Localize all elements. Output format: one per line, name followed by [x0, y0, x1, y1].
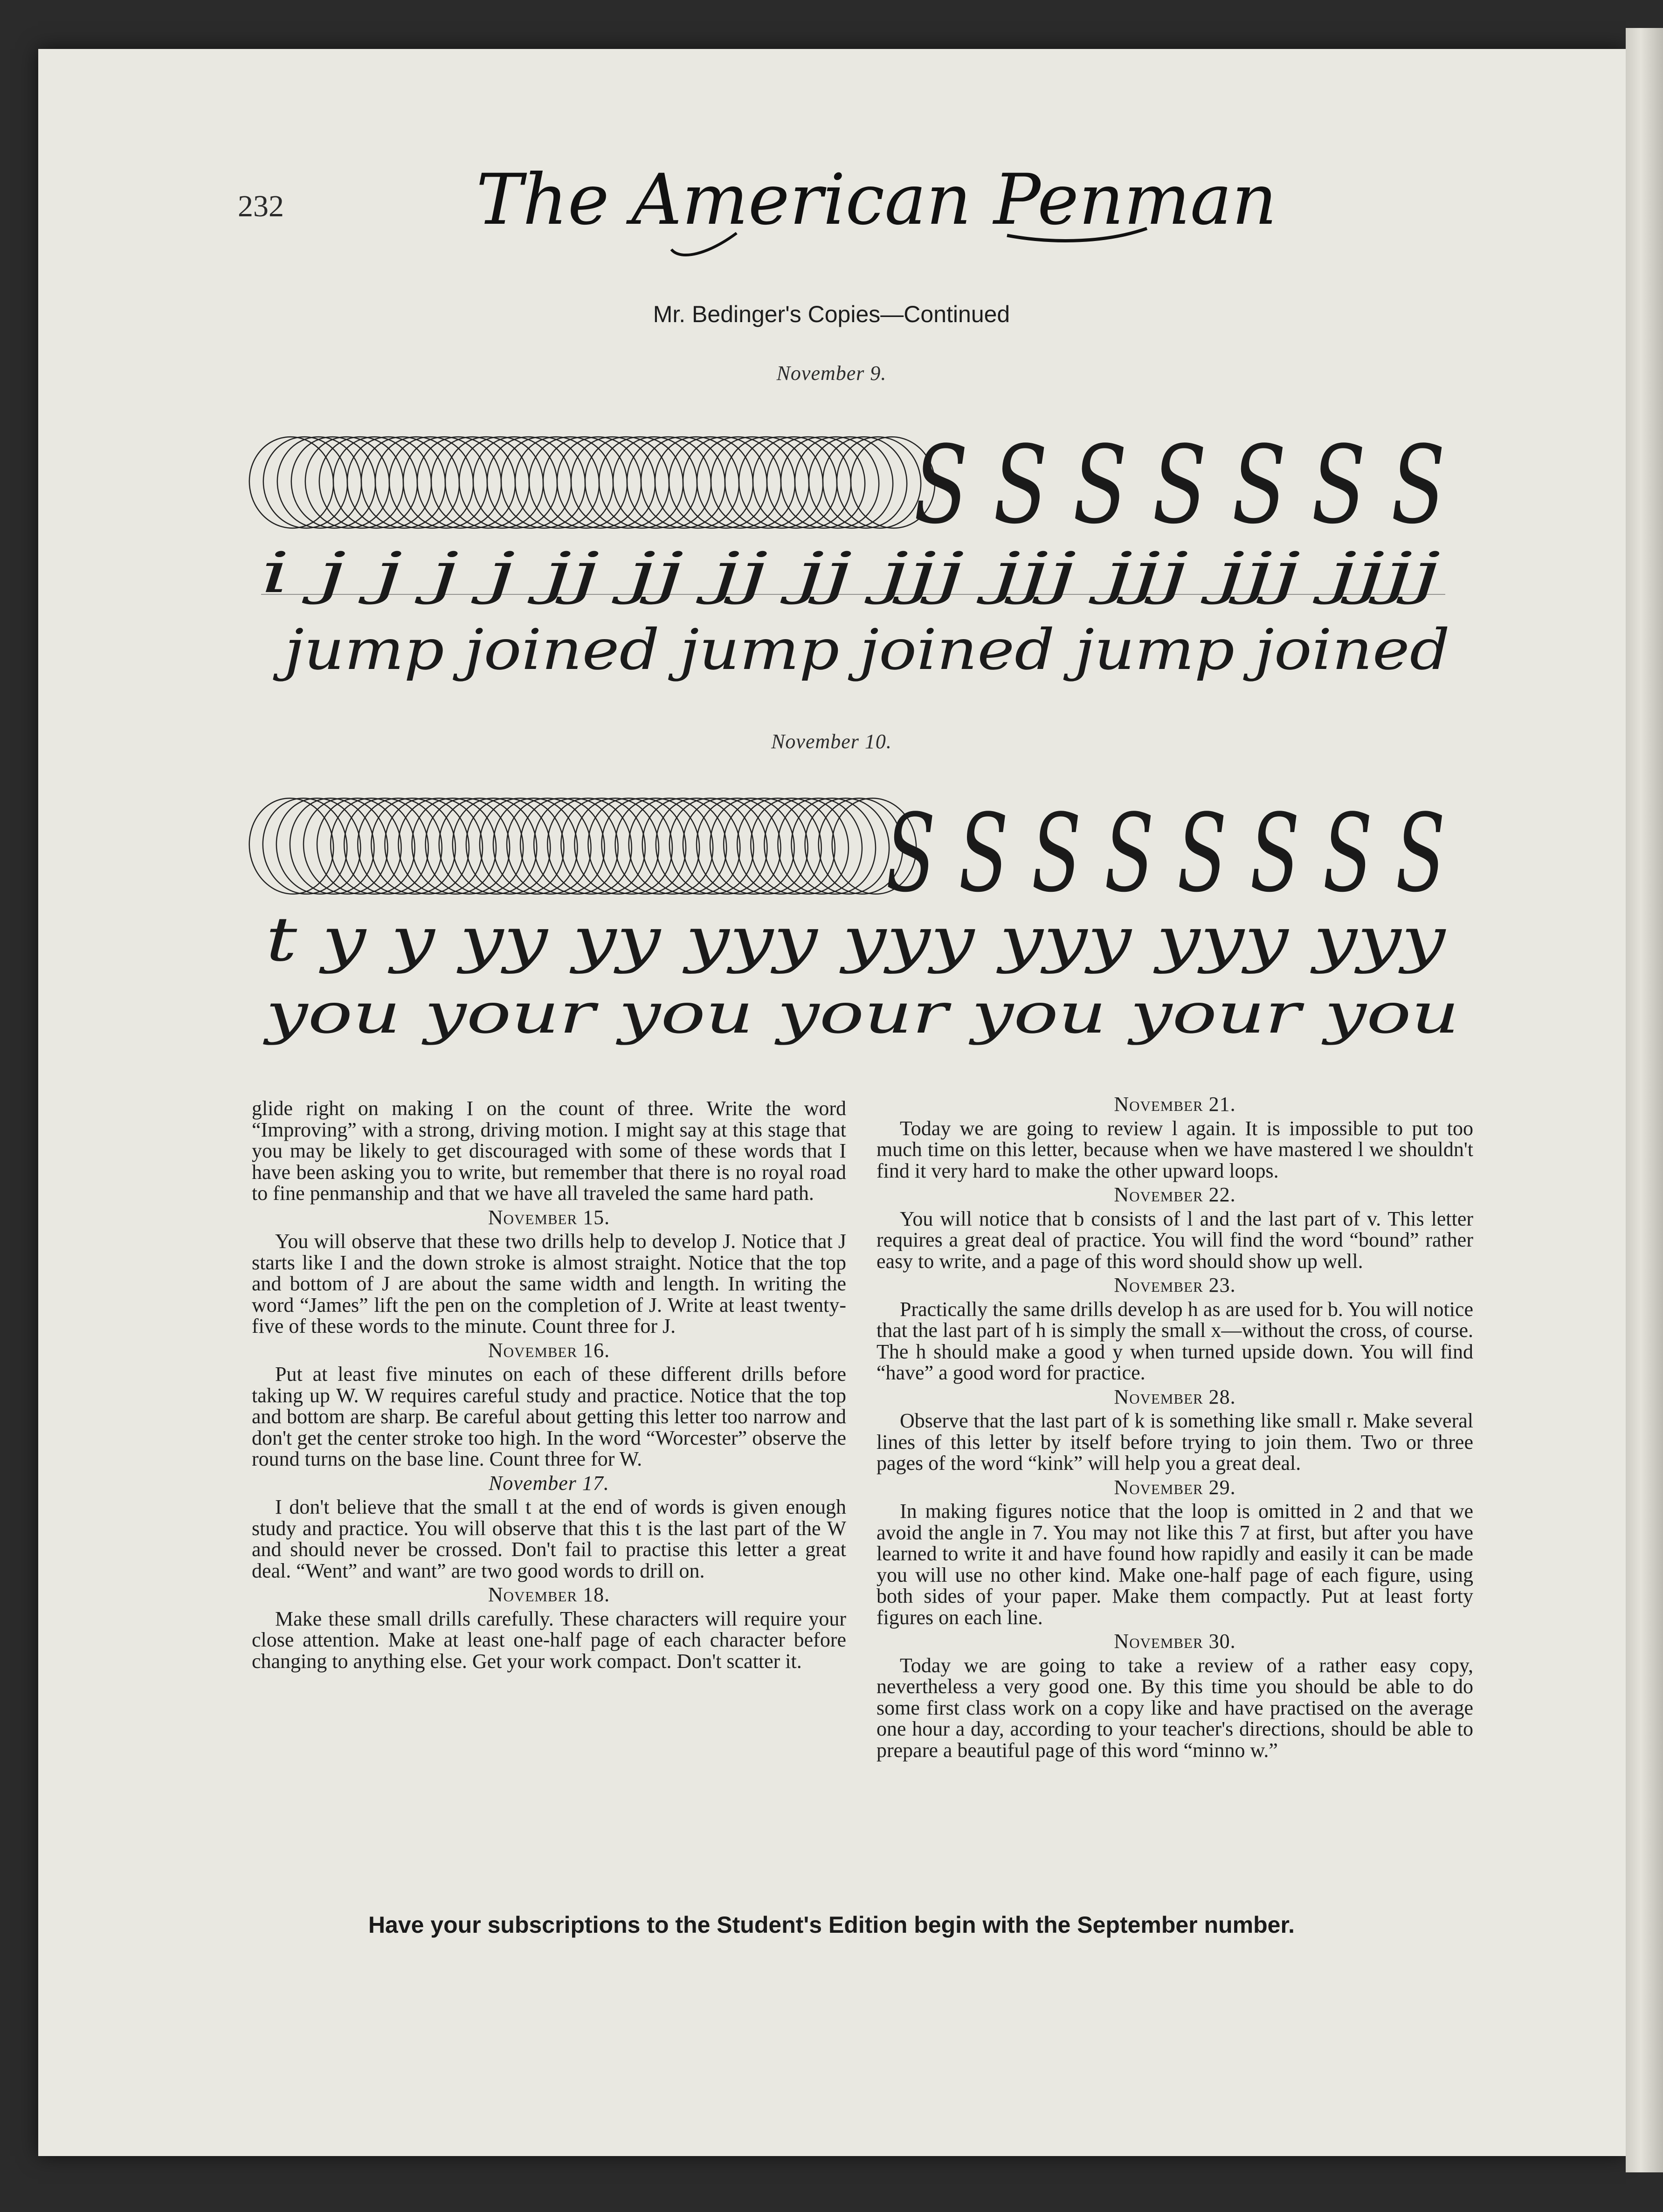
heading-nov-17: November 17. [489, 1471, 609, 1495]
right-column [876, 1091, 1473, 1761]
heading-nov-23: November 23. [1114, 1274, 1236, 1296]
word-row-text-2: you your you your you your you [262, 981, 1459, 1046]
copy-date-1: November 9. [776, 362, 887, 385]
word-row-1 [273, 618, 1459, 697]
text-nov-16: Put at least five minutes on each of these different drills before taking up W. W requires careful study and practice. Notice that the top and bottom are sharp. Be careful about getting this letter too narrow and don't get the center stroke too high. In the word “Worcester” observe the round turns on the base line. Count three for W. [252, 1363, 846, 1470]
text-nov-23: Practically the same drills develop h as are used for b. You will notice that the last part of h is simply the small x—without the cross, of course. The h should make a good y when turned upside down. You will find “have” a good word for practice. [876, 1297, 1473, 1384]
page-number: 232 [238, 189, 284, 223]
heading-nov-21: November 21. [1114, 1093, 1236, 1116]
capital-letters-row-2 [886, 792, 1455, 916]
small-drill-text-2: t y y yy yy yyy yyy yyy yyy yyy [266, 904, 1446, 975]
text-nov-29: In making figures notice that the loop is omitted in 2 and that we avoid the angle in 7. You may not like this 7 at first, but after you have learned to write it and have found how rapidly and easily it can be made you will use no other kind. Make one-half page of each figure, using both sides of your paper. Make them compactly. Put at least forty figures on each line. [876, 1500, 1473, 1629]
left-column [252, 1098, 846, 1672]
capital-letters-text-1: S S S S S S S [914, 423, 1445, 548]
text-nov-17: I don't believe that the small t at the end of words is given enough study and practice. You will observe that this t is the last part of the W and should never be crossed. Don't fail to practise this letter a great deal. “Went” and want” are two good words to drill on. [252, 1495, 846, 1582]
heading-nov-16: November 16. [488, 1338, 610, 1362]
text-nov-22: You will notice that b consists of l and the last part of v. This letter requires a great deal of practice. You will find the word “bound” rather easy to write, and a page of this word should show up well. [876, 1207, 1473, 1273]
heading-nov-30: November 30. [1114, 1630, 1236, 1653]
text-nov-15: You will observe that these two drills help to develop J. Notice that J starts like I and the down stroke is almost straight. Notice that the top and bottom of J are about the same width and length. In writing the word “James” lift the pen on the completion of J. Write at least twenty-five of these words to the minute. Count three for J. [252, 1230, 846, 1337]
heading-nov-15: November 15. [488, 1206, 610, 1229]
heading-nov-18: November 18. [488, 1583, 610, 1606]
word-row-2 [262, 981, 1469, 1072]
capital-letters-row-1 [914, 423, 1455, 548]
oval-drill-1 [247, 431, 937, 534]
text-nov-21: Today we are going to review l again. It is impossible to put too much time on this letter, because when we have mastered l we shouldn't find it very hard to make the other upward loops. [876, 1116, 1473, 1182]
page-edge [1626, 28, 1663, 2172]
text-nov-30: Today we are going to take a review of a rather easy copy, nevertheless a very good one. By this time you should be able to do some first class work on a copy like and have practised on the average one hour a day, according to your teacher's directions, should be able to prepare a beautiful page of this word “minno w.” [876, 1654, 1473, 1762]
masthead-title: The American Penman [476, 159, 1277, 241]
text-nov-18: Make these small drills carefully. These characters will require your close attention. Make at least one-half page of each character before changing to anything else. Get your work compact. Don't scatter it. [252, 1607, 846, 1673]
heading-nov-28: November 28. [1114, 1385, 1236, 1408]
heading-nov-29: November 29. [1114, 1475, 1236, 1499]
footer-notice: Have your subscriptions to the Student's Edition begin with the September number. [368, 1912, 1295, 1938]
word-row-text-1: jump joined jump joined jump joined [273, 618, 1450, 682]
masthead-logo [476, 154, 1277, 275]
text-nov-28: Observe that the last part of k is something like small r. Make several lines of this letter by itself before trying to join them. Two or three pages of the word “kink” will help you a great deal. [876, 1409, 1473, 1475]
copy-date-2: November 10. [771, 730, 892, 753]
section-subtitle: Mr. Bedinger's Copies—Continued [653, 301, 1010, 327]
small-drill-row-1 [261, 541, 1455, 611]
capital-letters-text-2: S S S S S S S S [886, 792, 1445, 916]
heading-nov-22: November 22. [1114, 1183, 1236, 1206]
left-intro: glide right on making I on the count of three. Write the word “Improving” with a strong, driving motion. I might say at this stage that you may be likely to get discouraged with some of these words that I have been asking you to write, but remember that there is no royal road to fine penmanship and that we have all traveled the same hard path. [252, 1097, 846, 1205]
oval-drill-2 [247, 792, 918, 900]
small-drill-text-1: i j j j j jj jj jj jj jjj jjj jjj jjj jjjj [261, 541, 1441, 606]
